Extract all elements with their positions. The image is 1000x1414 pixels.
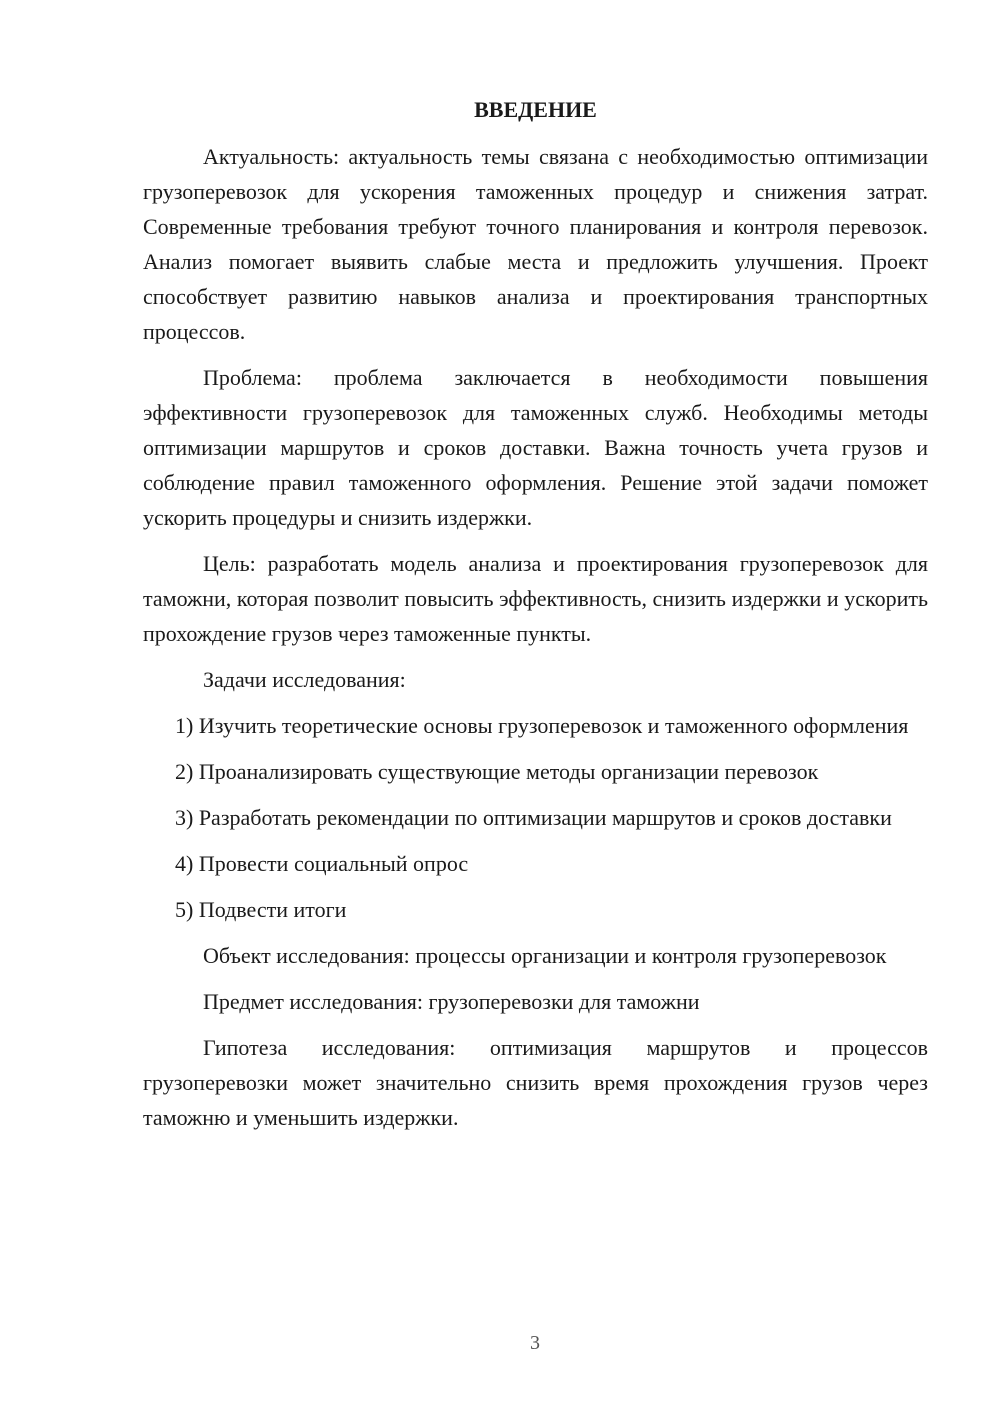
paragraph-subject: Предмет исследования: грузоперевозки для таможни: [203, 989, 700, 1014]
paragraph-goal: Цель: разработать модель анализа и проектирования грузоперевозок для таможни, которая позволит повысить эффективность, снизить издержки и ускорить прохождение грузов через таможенные пункты.: [143, 551, 928, 646]
section-title: ВВЕДЕНИЕ: [474, 97, 597, 122]
document-page: [143, 92, 928, 1146]
paragraph-hypothesis: Гипотеза исследования: оптимизация маршрутов и процессов грузоперевозки может значительно снизить время прохождения грузов через таможню и уменьшить издержки.: [143, 1035, 928, 1130]
paragraph-object: Объект исследования: процессы организации и контроля грузоперевозок: [203, 943, 887, 968]
task-item-4: 4) Провести социальный опрос: [175, 851, 469, 876]
page-number: 3: [530, 1332, 540, 1354]
paragraph-problem: Проблема: проблема заключается в необходимости повышения эффективности грузоперевозок для таможенных служб. Необходимы методы оптимизации маршрутов и сроков доставки. Важна точность учета грузов и соблюдение правил таможенного оформления. Решение этой задачи поможет ускорить процедуры и снизить издержки.: [143, 365, 928, 530]
paragraph-relevance: Актуальность: актуальность темы связана с необходимостью оптимизации грузоперевозок для ускорения таможенных процедур и снижения затрат. Современные требования требуют точного планирования и контроля перевозок. Анализ помогает выявить слабые места и предложить улучшения. Проект способствует развитию навыков анализа и проектирования транспортных процессов.: [143, 144, 928, 344]
task-item-2: 2) Проанализировать существующие методы организации перевозок: [175, 759, 819, 784]
paragraph-tasks-heading: Задачи исследования:: [203, 667, 406, 692]
task-item-1: 1) Изучить теоретические основы грузоперевозок и таможенного оформления: [175, 713, 909, 738]
task-item-3: 3) Разработать рекомендации по оптимизации маршрутов и сроков доставки: [175, 805, 892, 830]
task-item-5: 5) Подвести итоги: [175, 897, 347, 922]
